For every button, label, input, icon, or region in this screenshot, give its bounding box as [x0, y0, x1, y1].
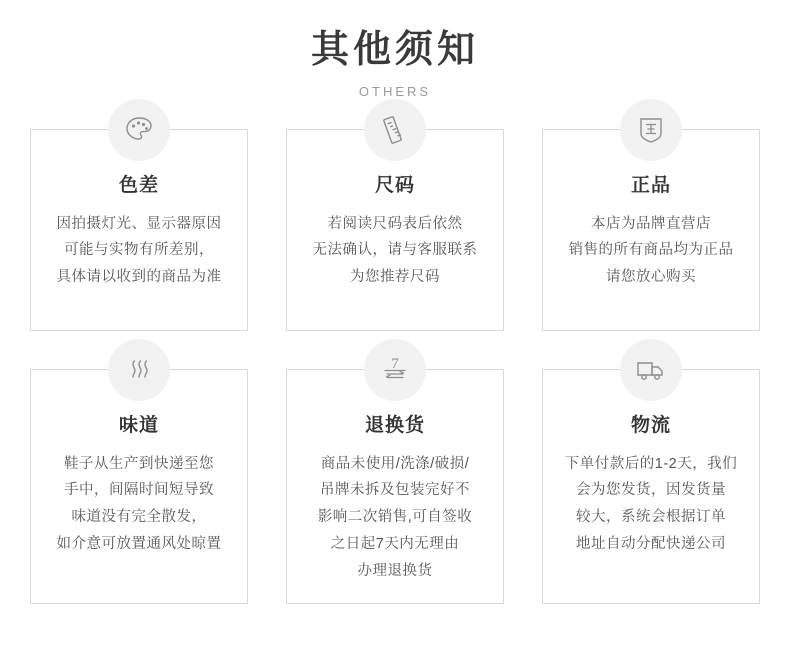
smell-waves-icon	[108, 339, 170, 401]
card-line: 味道没有完全散发，	[71, 509, 207, 526]
card-body	[43, 211, 235, 291]
genuine-shield-icon	[620, 99, 682, 161]
card-line: 如介意可放置通风处晾置	[56, 536, 222, 553]
card-title: 物流	[630, 414, 671, 436]
palette-icon	[108, 99, 170, 161]
notice-card	[286, 129, 504, 331]
return-exchange-7-icon	[364, 339, 426, 401]
card-line: 办理退换货	[357, 562, 433, 579]
page-header	[0, 0, 790, 99]
svg-text:7: 7	[391, 355, 399, 372]
truck-icon	[620, 339, 682, 401]
card-line: 具体请以收到的商品为准	[56, 269, 222, 286]
card-line: 若阅读尺码表后依然	[327, 215, 463, 232]
card-line: 请您放心购买	[606, 269, 696, 286]
page-title: 其他须知	[310, 29, 479, 71]
card-title: 退换货	[364, 414, 425, 436]
card-body	[43, 451, 235, 558]
page-subtitle: OTHERS	[358, 83, 432, 99]
card-line: 无法确认，请与客服联系	[312, 242, 478, 259]
card-line: 手中，间隔时间短导致	[64, 482, 214, 499]
card-body	[555, 451, 747, 558]
card-title: 色差	[118, 174, 159, 196]
card-body	[299, 211, 491, 291]
card-line: 之日起7天内无理由	[330, 536, 460, 553]
card-body	[555, 211, 747, 291]
card-line: 商品未使用/洗涤/破损/	[320, 455, 470, 472]
card-line: 吊牌未拆及包装完好不	[320, 482, 470, 499]
card-line: 影响二次销售,可自签收	[317, 509, 473, 526]
card-line: 较大，系统会根据订单	[576, 509, 726, 526]
card-body	[299, 451, 491, 585]
notice-card-grid	[0, 129, 790, 604]
notice-card	[542, 129, 760, 331]
notice-card	[542, 369, 760, 604]
card-title: 正品	[630, 174, 671, 196]
ruler-icon	[364, 99, 426, 161]
card-line: 本店为品牌直营店	[591, 215, 711, 232]
notice-card	[286, 355, 504, 604]
card-line: 可能与实物有所差别，	[64, 242, 214, 259]
notice-card	[30, 369, 248, 604]
card-line: 鞋子从生产到快递至您	[64, 455, 214, 472]
card-line: 销售的所有商品均为正品	[568, 242, 734, 259]
card-line: 因拍摄灯光、显示器原因	[56, 215, 222, 232]
card-line: 下单付款后的1-2天，我们	[564, 455, 738, 472]
notice-card	[30, 129, 248, 331]
card-line: 会为您发货，因发货量	[576, 482, 726, 499]
card-title: 味道	[118, 414, 159, 436]
card-line: 为您推荐尺码	[350, 269, 440, 286]
card-title: 尺码	[374, 174, 415, 196]
card-line: 地址自动分配快递公司	[576, 536, 726, 553]
